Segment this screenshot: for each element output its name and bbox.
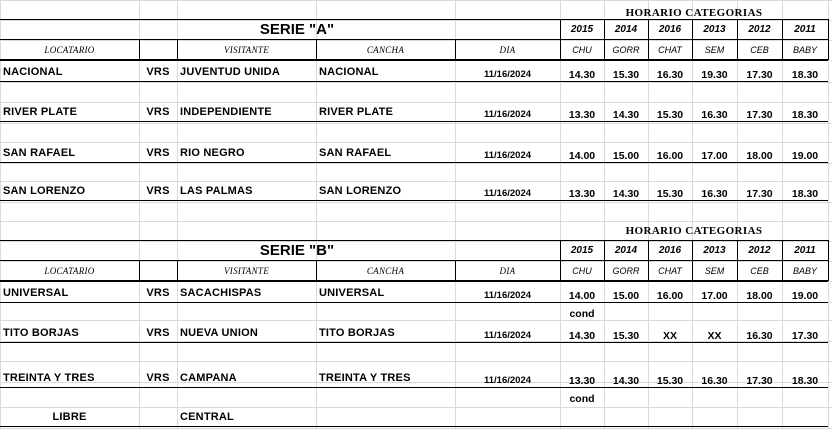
match-dia: 11/16/2024	[483, 290, 532, 301]
border-line	[828, 19, 829, 60]
header-visitante: VISITANTE	[223, 45, 270, 55]
match-time: 17.30	[746, 188, 773, 200]
horario-categorias-title: HORARIO CATEGORIAS	[625, 225, 763, 237]
year-label: 2016	[658, 245, 682, 256]
match-time: 16.30	[701, 375, 728, 387]
match-visitante: INDEPENDIENTE	[180, 106, 272, 118]
match-time: 14.30	[612, 109, 640, 121]
gridline-vertical	[316, 0, 317, 428]
category-label: GORR	[612, 45, 640, 55]
category-label: BABY	[792, 266, 817, 276]
border-line	[0, 426, 828, 427]
horario-categorias-title: HORARIO CATEGORIAS	[625, 7, 763, 19]
gridline-vertical	[828, 0, 829, 428]
match-time: 17.30	[746, 375, 773, 387]
match-time: XX	[662, 330, 677, 342]
match-dia: 11/16/2024	[483, 375, 532, 386]
category-label: SEM	[704, 266, 725, 276]
serie-title: SERIE "A"	[259, 21, 335, 38]
gridline-horizontal	[0, 0, 832, 1]
header-locatario: LOCATARIO	[44, 45, 95, 55]
gridline-vertical	[177, 0, 178, 428]
match-time: 18.30	[791, 69, 819, 81]
gridline-vertical	[0, 0, 1, 428]
match-cancha: TREINTA Y TRES	[319, 372, 411, 384]
category-label: CHAT	[658, 266, 682, 276]
border-line	[139, 40, 140, 60]
match-time: 14.30	[568, 69, 596, 81]
match-time: 18.30	[791, 188, 819, 200]
match-cancha: SAN LORENZO	[319, 185, 402, 197]
category-label: GORR	[612, 266, 640, 276]
match-locatario: SAN RAFAEL	[3, 147, 76, 159]
match-cancha: RIVER PLATE	[319, 106, 394, 118]
match-visitante: JUVENTUD UNIDA	[180, 66, 280, 78]
match-time: 16.00	[656, 290, 684, 302]
match-dia: 11/16/2024	[483, 188, 532, 199]
match-visitante: NUEVA UNION	[180, 327, 258, 339]
header-cancha: CANCHA	[366, 266, 405, 276]
match-time: 14.00	[568, 150, 596, 162]
border-line	[139, 261, 140, 281]
libre-team: CENTRAL	[180, 411, 234, 423]
match-time: 16.30	[656, 69, 684, 81]
match-time: 19.00	[791, 290, 819, 302]
year-label: 2013	[703, 245, 726, 256]
category-label: CHU	[572, 45, 592, 55]
border-line	[828, 240, 829, 281]
match-visitante: CAMPANA	[180, 372, 237, 384]
match-visitante: SACACHISPAS	[180, 287, 262, 299]
year-label: 2016	[658, 24, 682, 35]
year-label: 2015	[570, 24, 594, 35]
year-label: 2012	[748, 245, 771, 256]
year-label: 2014	[614, 245, 638, 256]
libre-label: LIBRE	[52, 411, 87, 423]
year-label: 2011	[794, 245, 816, 256]
match-visitante: LAS PALMAS	[180, 185, 253, 197]
match-vs: VRS	[146, 185, 170, 197]
header-dia: DIA	[499, 266, 516, 276]
match-vs: VRS	[146, 106, 170, 118]
match-vs: VRS	[146, 372, 170, 384]
match-dia: 11/16/2024	[483, 150, 532, 161]
year-label: 2015	[570, 245, 594, 256]
match-vs: VRS	[146, 147, 170, 159]
category-label: CHU	[572, 266, 592, 276]
match-locatario: UNIVERSAL	[3, 287, 69, 299]
match-time: 15.30	[612, 69, 640, 81]
match-time: 17.30	[746, 109, 773, 121]
gridline-horizontal	[0, 320, 832, 321]
match-time: 16.30	[701, 109, 728, 121]
match-time: 14.00	[568, 290, 596, 302]
match-time: 18.00	[746, 150, 773, 162]
year-label: 2012	[748, 24, 771, 35]
match-time: 18.00	[746, 290, 773, 302]
category-label: CEB	[750, 266, 769, 276]
match-time: 15.00	[612, 290, 640, 302]
match-cancha: UNIVERSAL	[319, 287, 385, 299]
match-cancha: SAN RAFAEL	[319, 147, 392, 159]
match-time: 16.00	[656, 150, 684, 162]
match-time: 14.30	[612, 188, 640, 200]
header-dia: DIA	[499, 45, 516, 55]
match-time: 16.30	[746, 330, 773, 342]
match-time: 13.30	[568, 188, 596, 200]
match-time: 17.30	[746, 69, 773, 81]
match-time: 18.30	[791, 109, 819, 121]
match-time: 17.00	[701, 290, 728, 302]
match-time: XX	[707, 330, 722, 342]
header-visitante: VISITANTE	[223, 266, 270, 276]
match-time: 13.30	[568, 375, 596, 387]
header-cancha: CANCHA	[366, 45, 405, 55]
match-time: 15.00	[612, 150, 640, 162]
match-time: 15.30	[656, 375, 684, 387]
match-time: 19.00	[791, 150, 819, 162]
match-locatario: SAN LORENZO	[3, 185, 86, 197]
header-locatario: LOCATARIO	[44, 266, 95, 276]
match-time: 15.30	[656, 109, 684, 121]
match-cancha: TITO BORJAS	[319, 327, 395, 339]
match-time: 15.30	[612, 330, 640, 342]
match-time: 17.00	[701, 150, 728, 162]
category-label: CEB	[750, 45, 769, 55]
match-vs: VRS	[146, 66, 170, 78]
match-note: cond	[569, 308, 595, 320]
match-time: 18.30	[791, 375, 819, 387]
category-label: BABY	[792, 45, 817, 55]
match-dia: 11/16/2024	[483, 109, 532, 120]
serie-title: SERIE "B"	[259, 242, 335, 259]
match-locatario: RIVER PLATE	[3, 106, 78, 118]
match-locatario: TREINTA Y TRES	[3, 372, 95, 384]
gridline-horizontal	[0, 361, 832, 362]
category-label: CHAT	[658, 45, 682, 55]
match-time: 17.30	[791, 330, 819, 342]
year-label: 2013	[703, 24, 726, 35]
match-note: cond	[569, 393, 595, 405]
match-cancha: NACIONAL	[319, 66, 379, 78]
match-time: 14.30	[612, 375, 640, 387]
category-label: SEM	[704, 45, 725, 55]
match-locatario: NACIONAL	[3, 66, 63, 78]
year-label: 2011	[794, 24, 816, 35]
match-vs: VRS	[146, 327, 170, 339]
match-time: 15.30	[656, 188, 684, 200]
match-time: 13.30	[568, 109, 596, 121]
year-label: 2014	[614, 24, 638, 35]
match-dia: 11/16/2024	[483, 330, 532, 341]
match-time: 19.30	[701, 69, 728, 81]
match-vs: VRS	[146, 287, 170, 299]
match-time: 16.30	[701, 188, 728, 200]
match-dia: 11/16/2024	[483, 69, 532, 80]
match-visitante: RIO NEGRO	[180, 147, 245, 159]
match-time: 14.30	[568, 330, 596, 342]
match-locatario: TITO BORJAS	[3, 327, 79, 339]
